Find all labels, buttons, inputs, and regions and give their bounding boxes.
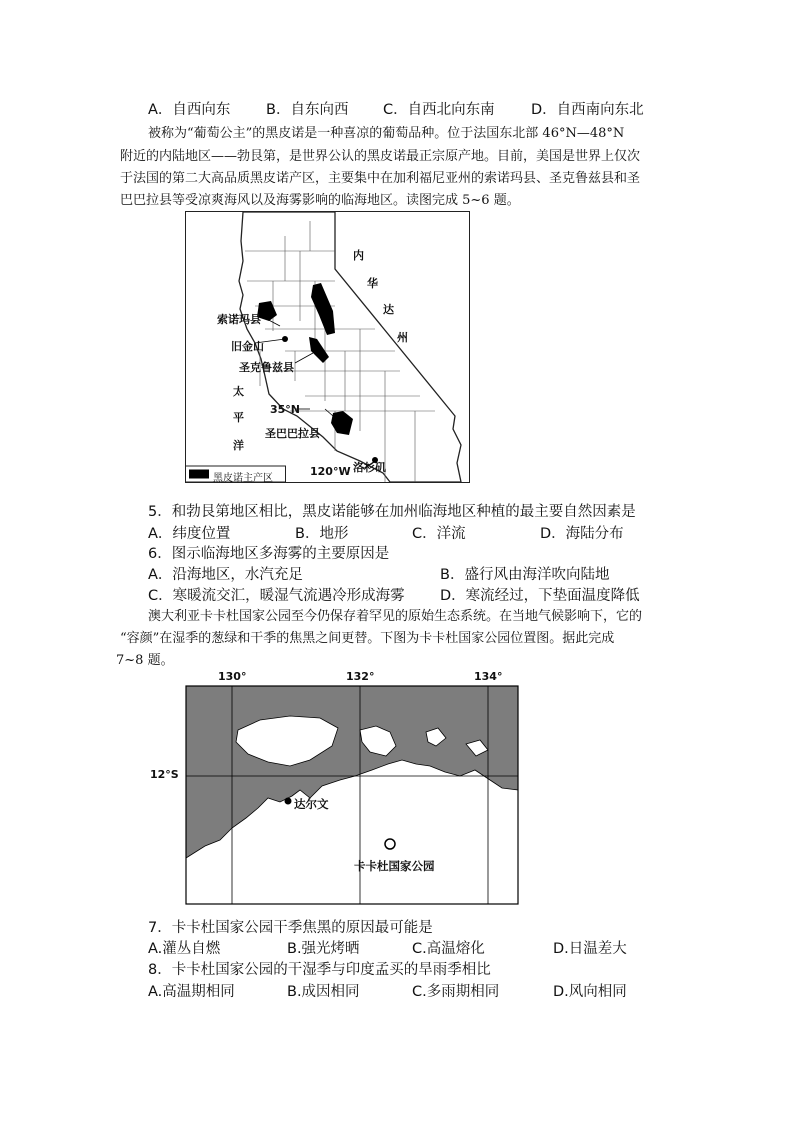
label-lon-134: 134° (474, 670, 503, 683)
passage1-line1: 被称为“葡萄公主”的黑皮诺是一种喜凉的葡萄品种。位于法国东北部 46°N—48°N (148, 126, 625, 141)
q4-option-b: B．自东向西 (266, 102, 349, 118)
q7-option-a: A.灌丛自燃 (148, 941, 221, 957)
california-map (185, 211, 470, 483)
q5-option-b: B．地形 (295, 526, 349, 542)
label-ocean-3: 洋 (233, 439, 244, 452)
label-darwin: 达尔文 (294, 797, 329, 811)
label-ocean-1: 太 (233, 385, 244, 398)
sf-dot (282, 336, 288, 342)
q7-option-b: B.强光烤晒 (287, 941, 360, 957)
passage1-line2: 附近的内陆地区——勃艮第，是世界公认的黑皮诺最正宗原产地。目前，美国是世界上仅次 (120, 149, 641, 164)
california-map-svg (185, 211, 470, 483)
q5-option-d: D．海陆分布 (540, 526, 624, 542)
legend-swatch (189, 470, 209, 479)
q6-option-b: B．盛行风由海洋吹向陆地 (440, 567, 610, 583)
label-lon-130: 130° (218, 670, 247, 683)
kakadu-marker (385, 839, 395, 849)
darwin-dot (285, 798, 292, 805)
q6-stem: 6．图示临海地区多海雾的主要原因是 (148, 546, 390, 562)
label-lon-132: 132° (346, 670, 375, 683)
passage2-line2: “容颜”在湿季的葱绿和干季的焦黑之间更替。下图为卡卡杜国家公园位置图。据此完成 (120, 631, 615, 646)
passage1-line3: 于法国的第二大高品质黑皮诺产区，主要集中在加利福尼亚州的索诺玛县、圣克鲁兹县和圣 (120, 171, 641, 186)
label-nevada-2: 华 (367, 277, 378, 290)
passage1-line4: 巴巴拉县等受凉爽海风以及海雾影响的临海地区。读图完成 5~6 题。 (120, 193, 520, 208)
q4-option-a: A．自西向东 (148, 102, 231, 118)
label-35n: 35°N (270, 403, 301, 416)
q8-option-d: D.风向相同 (553, 984, 627, 1000)
label-nevada-4: 州 (397, 331, 408, 344)
q5-stem: 5．和勃艮第地区相比，黑皮诺能够在加州临海地区种植的最主要自然因素是 (148, 504, 636, 520)
q4-option-d: D．自西南向东北 (531, 102, 644, 118)
label-120w: 120°W (310, 465, 351, 478)
kakadu-map-svg (150, 668, 530, 908)
label-nevada-3: 达 (383, 303, 394, 316)
q4-option-c: C．自西北向东南 (383, 102, 495, 118)
q6-option-d: D．寒流经过，下垫面温度降低 (440, 588, 640, 604)
q5-option-a: A．纬度位置 (148, 526, 231, 542)
q8-stem: 8．卡卡杜国家公园的干湿季与印度孟买的旱雨季相比 (148, 962, 491, 978)
passage2-line3: 7~8 题。 (116, 653, 174, 668)
q6-option-c: C．寒暖流交汇，暖湿气流遇冷形成海雾 (148, 588, 405, 604)
label-ocean-2: 平 (233, 411, 244, 424)
label-nevada-1: 内 (353, 249, 364, 262)
q7-option-c: C.高温熔化 (412, 941, 485, 957)
label-sonoma: 索诺玛县 (217, 313, 261, 326)
legend-label: 黑皮诺主产区 (213, 473, 273, 484)
passage2-line1: 澳大利亚卡卡杜国家公园至今仍保存着罕见的原始生态系统。在当地气候影响下，它的 (148, 609, 643, 624)
label-lat-12s: 12°S (150, 768, 179, 781)
q8-option-b: B.成因相同 (287, 984, 360, 1000)
q8-option-c: C.多雨期相同 (412, 984, 500, 1000)
label-kakadu: 卡卡杜国家公园 (354, 859, 435, 873)
kakadu-map (150, 668, 530, 908)
label-los-angeles: 洛杉矶 (353, 461, 386, 474)
q8-option-a: A.高温期相同 (148, 984, 235, 1000)
q7-option-d: D.日温差大 (553, 941, 627, 957)
label-santa-barbara: 圣巴巴拉县 (265, 427, 320, 440)
label-santa-cruz: 圣克鲁兹县 (239, 361, 294, 374)
label-san-francisco: 旧金山 (231, 340, 264, 353)
q6-option-a: A．沿海地区，水汽充足 (148, 567, 303, 583)
q7-stem: 7．卡卡杜国家公园干季焦黑的原因最可能是 (148, 920, 433, 936)
q5-option-c: C．洋流 (412, 526, 466, 542)
